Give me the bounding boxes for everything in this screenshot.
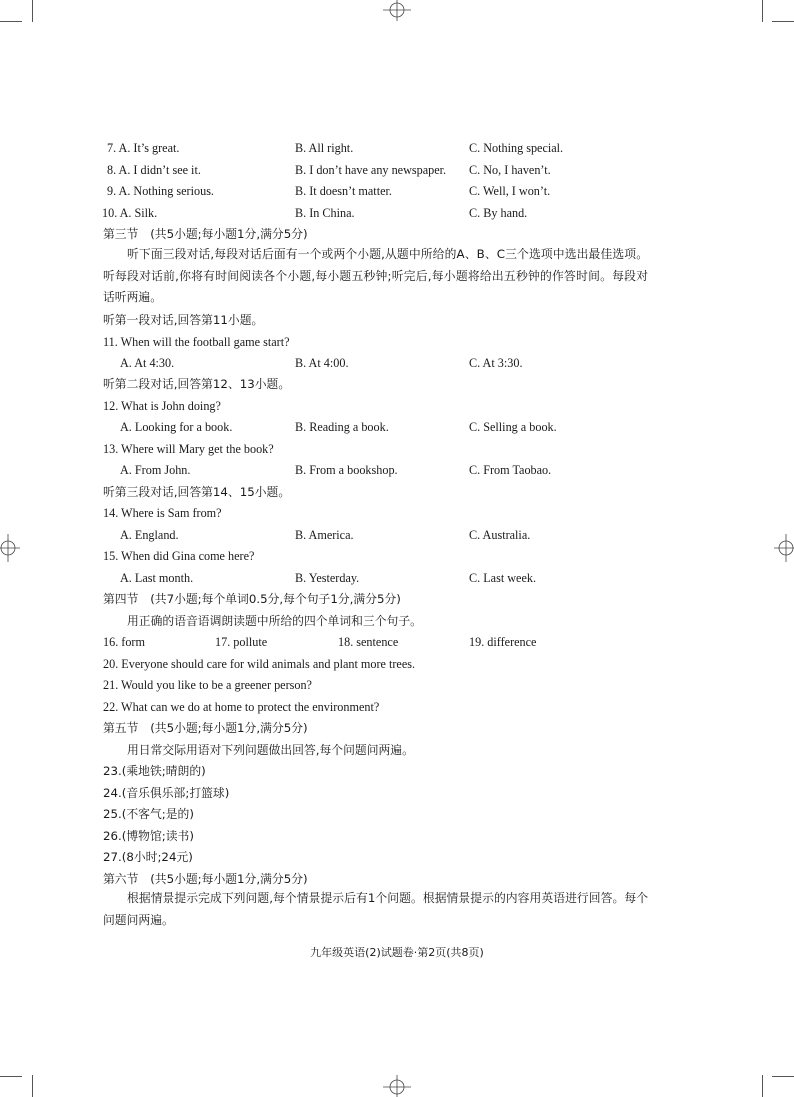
- q11-option-b: B. At 4:00.: [295, 356, 349, 370]
- q12-option-c: C. Selling a book.: [469, 420, 557, 434]
- section5-instructions: 用日常交际用语对下列问题做出回答,每个问题问两遍。: [127, 743, 414, 757]
- q11-question: 11. When will the football game start?: [103, 335, 290, 349]
- q14-option-a: A. England.: [120, 528, 179, 542]
- q12-option-b: B. Reading a book.: [295, 420, 389, 434]
- q10-option-b: B. In China.: [295, 206, 355, 220]
- page-footer: 九年级英语(2)试题卷·第2页(共8页): [310, 946, 484, 959]
- q15-option-b: B. Yesterday.: [295, 571, 360, 585]
- q9-option-b: B. It doesn’t matter.: [295, 184, 392, 198]
- item-25: 25.(不客气;是的): [103, 807, 194, 821]
- q9-option-a: 9. A. Nothing serious.: [107, 184, 214, 198]
- section4-heading: 第四节 (共7小题;每个单词0.5分,每个句子1分,满分5分): [103, 592, 401, 606]
- q14-option-c: C. Australia.: [469, 528, 531, 542]
- registration-mark-left: [0, 532, 20, 564]
- crop-mark-bottom-left: [32, 1075, 33, 1097]
- crop-mark-top-right: [762, 0, 763, 22]
- dialog1-prompt: 听第一段对话,回答第11小题。: [103, 313, 264, 327]
- q10-option-c: C. By hand.: [469, 206, 528, 220]
- q13-option-c: C. From Taobao.: [469, 463, 552, 477]
- word-17: 17. pollute: [215, 635, 268, 649]
- q15-question: 15. When did Gina come here?: [103, 549, 255, 563]
- q8-option-a: 8. A. I didn’t see it.: [107, 163, 201, 177]
- q13-option-a: A. From John.: [120, 463, 191, 477]
- word-16: 16. form: [103, 635, 145, 649]
- registration-mark-right: [774, 532, 794, 564]
- q12-option-a: A. Looking for a book.: [120, 420, 233, 434]
- section4-instructions: 用正确的语音语调朗读题中所给的四个单词和三个句子。: [127, 614, 422, 628]
- word-19: 19. difference: [469, 635, 537, 649]
- q8-option-c: C. No, I haven’t.: [469, 163, 551, 177]
- word-18: 18. sentence: [338, 635, 399, 649]
- q12-question: 12. What is John doing?: [103, 399, 221, 413]
- q10-option-a: 10. A. Silk.: [102, 206, 158, 220]
- q14-question: 14. Where is Sam from?: [103, 506, 222, 520]
- item-23: 23.(乘地铁;晴朗的): [103, 764, 206, 778]
- item-26: 26.(博物馆;读书): [103, 829, 194, 843]
- sentence-21: 21. Would you like to be a greener person?: [103, 678, 312, 692]
- crop-mark-bottom-right-2: [772, 1076, 794, 1077]
- registration-mark-bottom: [381, 1074, 413, 1097]
- item-24: 24.(音乐俱乐部;打篮球): [103, 786, 230, 800]
- q13-question: 13. Where will Mary get the book?: [103, 442, 274, 456]
- q14-option-b: B. America.: [295, 528, 354, 542]
- crop-mark-top-right-2: [772, 21, 794, 22]
- crop-mark-bottom-left-2: [0, 1076, 22, 1077]
- section6-instructions: 根据情景提示完成下列问题,每个情景提示后有1个问题。根据情景提示的内容用英语进行回答。每个问题问两遍。: [103, 891, 648, 927]
- q15-option-c: C. Last week.: [469, 571, 537, 585]
- dialog2-prompt: 听第二段对话,回答第12、13小题。: [103, 377, 291, 391]
- q7-option-b: B. All right.: [295, 141, 354, 155]
- section3-instructions: 听下面三段对话,每段对话后面有一个或两个小题,从题中所给的A、B、C三个选项中选出最佳选项。听每段对话前,你将有时间阅读各个小题,每小题五秒钟;听完后,每小题将给出五秒钟的作答时间。每段对话听两遍。: [103, 247, 648, 304]
- sentence-20: 20. Everyone should care for wild animals and plant more trees.: [103, 657, 416, 671]
- q8-option-b: B. I don’t have any newspaper.: [295, 163, 447, 177]
- q7-option-a: 7. A. It’s great.: [107, 141, 180, 155]
- q7-option-c: C. Nothing special.: [469, 141, 564, 155]
- section3-heading: 第三节 (共5小题;每小题1分,满分5分): [103, 227, 308, 241]
- crop-mark-top-left: [32, 0, 33, 22]
- dialog3-prompt: 听第三段对话,回答第14、15小题。: [103, 485, 291, 499]
- q15-option-a: A. Last month.: [120, 571, 194, 585]
- crop-mark-top-left-2: [0, 21, 22, 22]
- item-27: 27.(8小时;24元): [103, 850, 193, 864]
- section6-heading: 第六节 (共5小题;每小题1分,满分5分): [103, 872, 308, 886]
- q13-option-b: B. From a bookshop.: [295, 463, 398, 477]
- crop-mark-bottom-right: [762, 1075, 763, 1097]
- q11-option-c: C. At 3:30.: [469, 356, 523, 370]
- q11-option-a: A. At 4:30.: [120, 356, 175, 370]
- sentence-22: 22. What can we do at home to protect the environment?: [103, 700, 380, 714]
- section5-heading: 第五节 (共5小题;每小题1分,满分5分): [103, 721, 308, 735]
- registration-mark-top: [381, 0, 413, 22]
- q9-option-c: C. Well, I won’t.: [469, 184, 551, 198]
